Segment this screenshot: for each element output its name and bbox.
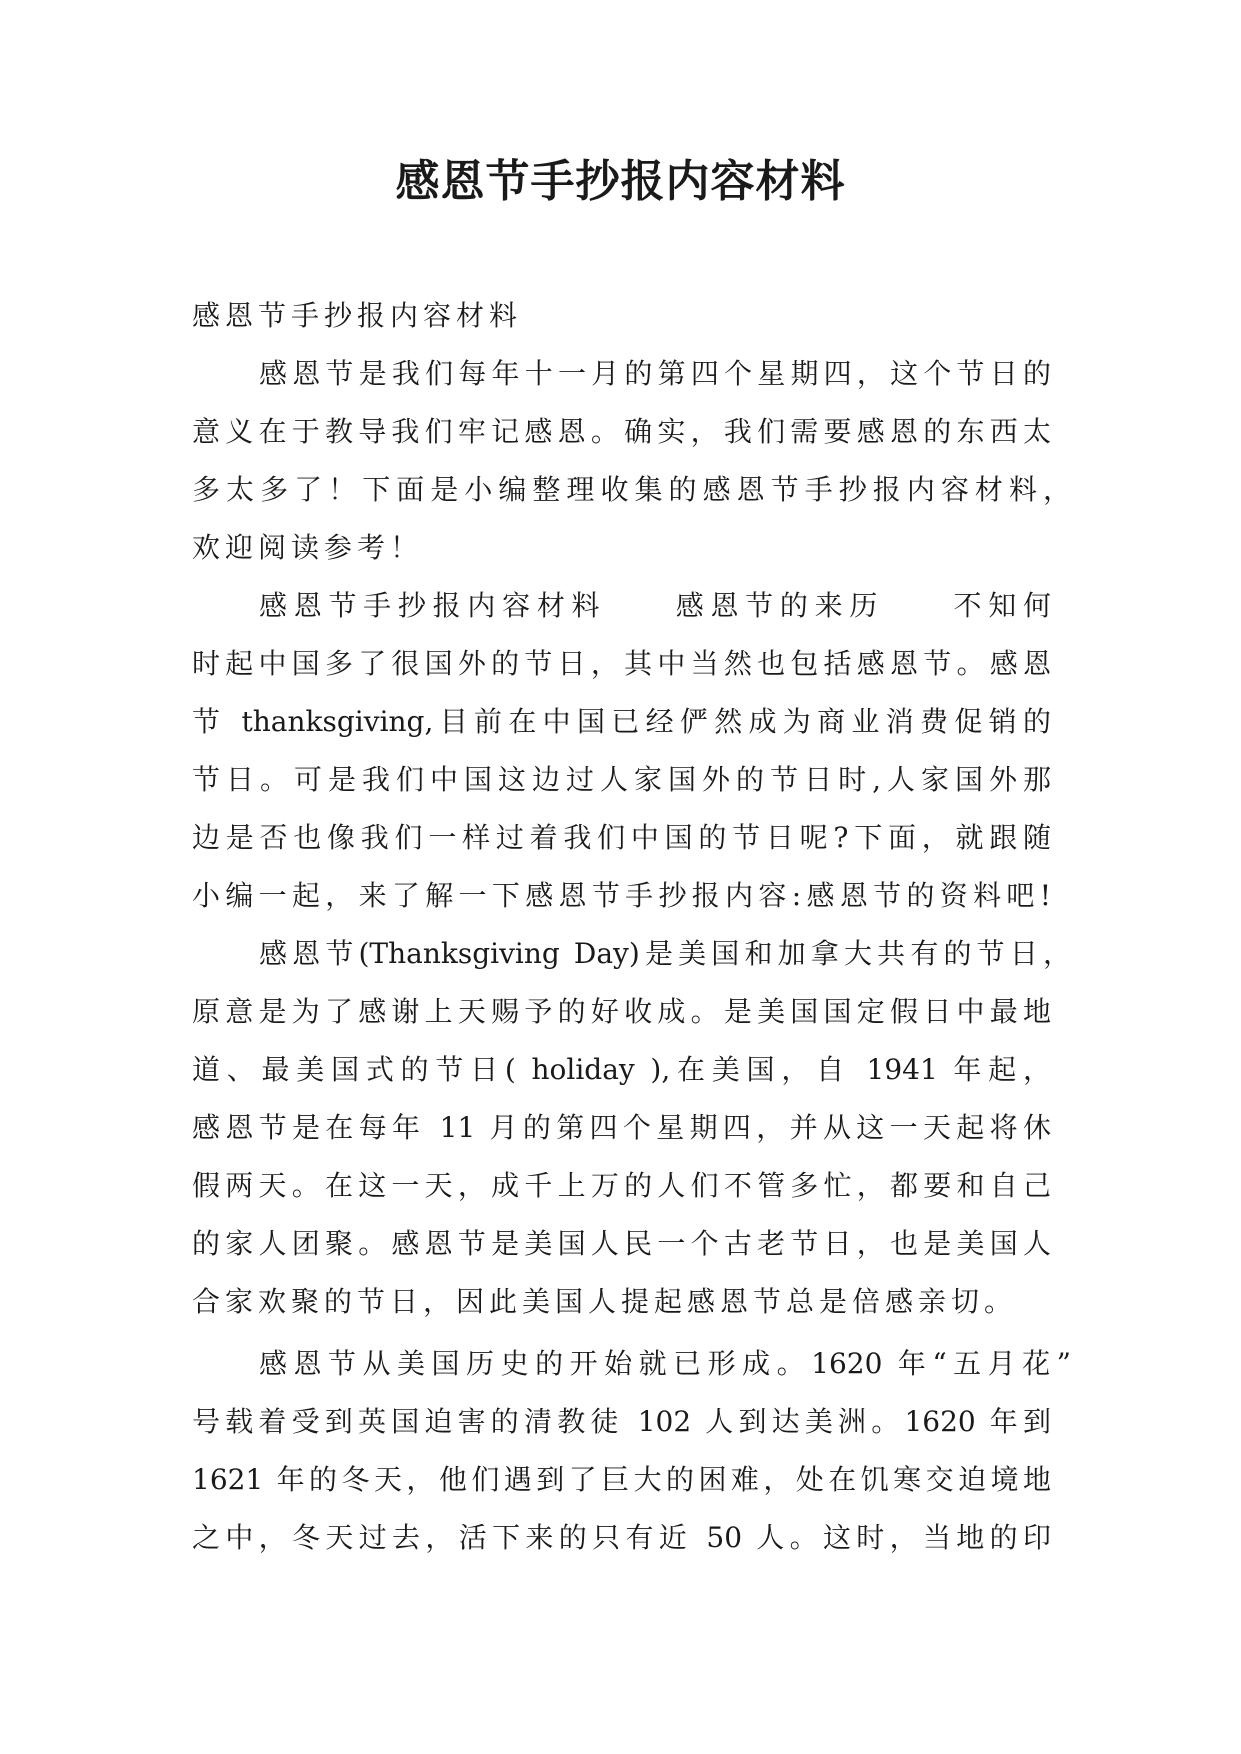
text-line: 原意是为了感谢上天赐予的好收成。是美国国定假日中最地 <box>192 995 1051 1028</box>
text-line: 多太多了！下面是小编整理收集的感恩节手抄报内容材料， <box>192 473 1071 506</box>
text-line: 边是否也像我们一样过着我们中国的节日呢?下面，就跟随 <box>192 821 1051 854</box>
text-line: 节日。可是我们中国这边过人家国外的节日时,人家国外那 <box>192 763 1051 796</box>
text-line: 感恩节手抄报内容材料 感恩节的来历 不知何 <box>259 589 1051 622</box>
text-line: 感恩节(Thanksgiving Day)是美国和加拿大共有的节日， <box>259 937 1071 970</box>
text-line: 时起中国多了很国外的节日，其中当然也包括感恩节。感恩 <box>192 647 1051 680</box>
text-line: 欢迎阅读参考！ <box>192 531 424 564</box>
text-line: 感恩节从美国历史的开始就已形成。1620 年“五月花” <box>259 1347 1071 1380</box>
text-line: 之中，冬天过去，活下来的只有近 50 人。这时，当地的印 <box>192 1521 1051 1554</box>
body-heading-line: 感恩节手抄报内容材料 <box>192 299 523 332</box>
text-line: 的家人团聚。感恩节是美国人民一个古老节日，也是美国人 <box>192 1227 1051 1260</box>
text-line: 小编一起，来了解一下感恩节手抄报内容:感恩节的资料吧! <box>192 879 1051 912</box>
text-line: 假两天。在这一天，成千上万的人们不管多忙，都要和自己 <box>192 1169 1051 1202</box>
text-line: 道、最美国式的节日( holiday ),在美国，自 1941 年起， <box>192 1053 1051 1086</box>
text-line: 1621 年的冬天，他们遇到了巨大的困难，处在饥寒交迫境地 <box>192 1463 1051 1496</box>
text-line: 合家欢聚的节日，因此美国人提起感恩节总是倍感亲切。 <box>192 1285 1018 1318</box>
text-line: 感恩节是我们每年十一月的第四个星期四，这个节日的 <box>259 357 1051 390</box>
page-title: 感恩节手抄报内容材料 <box>395 156 846 207</box>
text-line: 号载着受到英国迫害的清教徒 102 人到达美洲。1620 年到 <box>192 1405 1051 1438</box>
text-line: 感恩节是在每年 11 月的第四个星期四，并从这一天起将休 <box>192 1111 1051 1144</box>
document-body <box>192 287 1071 1567</box>
text-line: 节 thanksgiving,目前在中国已经俨然成为商业消费促销的 <box>192 705 1051 738</box>
text-line: 意义在于教导我们牢记感恩。确实，我们需要感恩的东西太 <box>192 415 1051 448</box>
